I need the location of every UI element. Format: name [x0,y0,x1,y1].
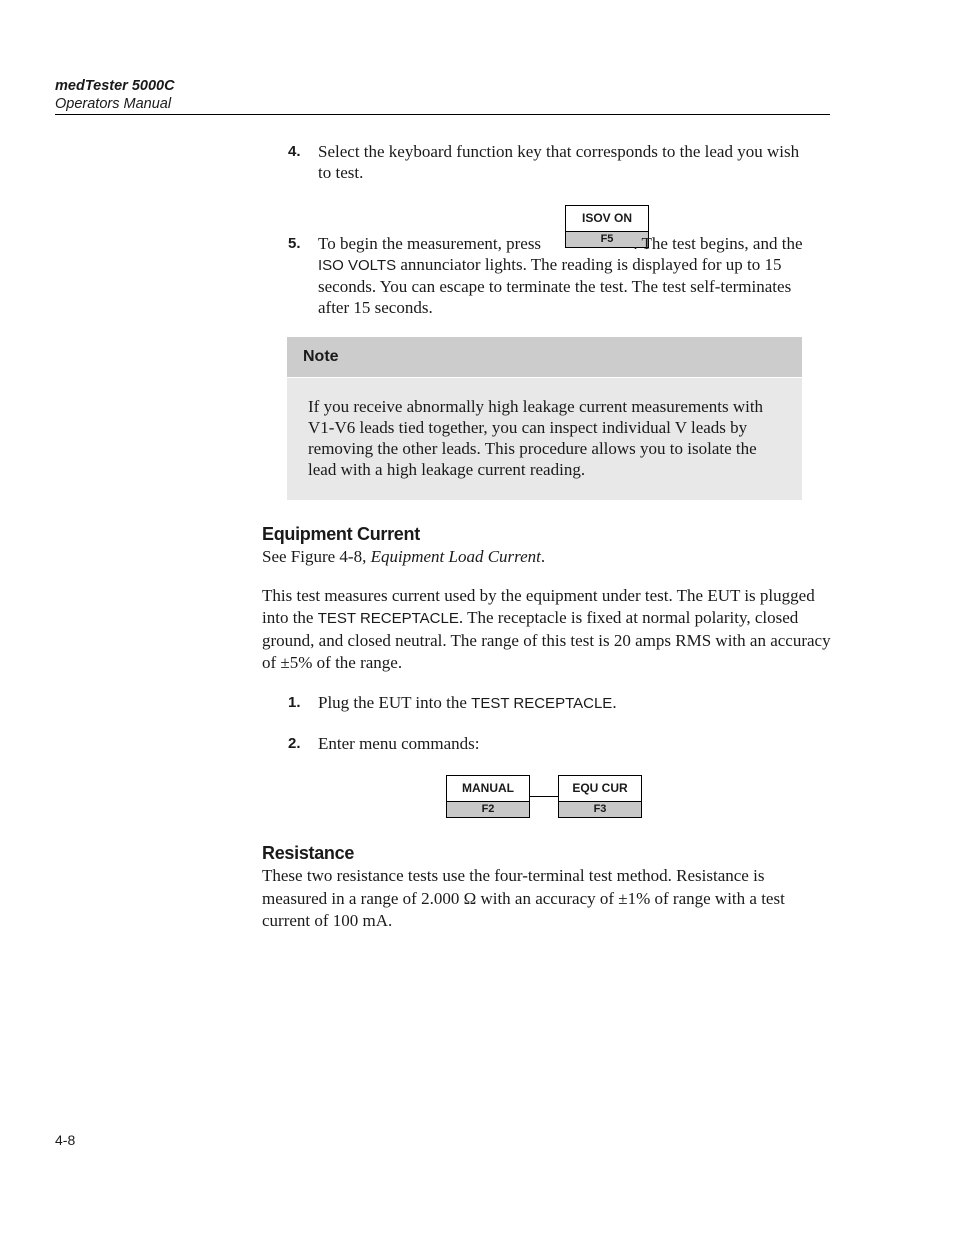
function-key-label: F5 [566,232,648,247]
equ-cur-key [558,775,642,818]
step-2 [288,733,808,755]
step-text: Plug the EUT into the TEST RECEPTACLE. [318,693,617,712]
page-number: 4-8 [55,1132,76,1148]
step-number: 4. [288,143,301,160]
step-number: 1. [288,694,301,711]
step-5 [288,233,808,323]
manual-key [446,775,530,818]
resistance-paragraph: These two resistance tests use the four-terminal test method. Resistance is measured in a range of 2.000 Ω with an accuracy of ±1% of range with a test current of 100 mA. [262,866,785,930]
equipment-current-paragraph: This test measures current used by the equipment under test. The EUT is plugged into the TEST RECEPTACLE. The receptacle is fixed at normal polarity, closed ground, and closed neutral. The range of this test is 20 amps RMS with an accuracy of ±5% of the range. [262,586,831,672]
product-title: medTester 5000C [55,78,175,94]
figure-reference: See Figure 4-8, Equipment Load Current. [262,547,546,566]
step-text: To begin the measurement, press . The test begins, and the ISO VOLTS annunciator lights. The reading is displayed for up to 15 seconds. You can escape to terminate the test. The test self-terminates after 15 seconds. [318,234,803,317]
key-connector-line [530,796,558,797]
key-label: EQU CUR [559,776,641,802]
note-title: Note [287,337,802,377]
note-box [287,337,802,500]
manual-subtitle: Operators Manual [55,96,172,112]
step-4 [288,141,808,185]
section-heading-equipment-current: Equipment Current [262,524,420,544]
note-text: If you receive abnormally high leakage current measurements with V1-V6 leads tied together, you can inspect individual V leads by removing the other leads. This procedure allows you to isolate the lead with a high leakage current reading. [287,378,802,500]
function-key-label: F2 [447,802,529,817]
annunciator-name: ISO VOLTS [318,257,397,274]
step-text: Select the keyboard function key that corresponds to the lead you wish to test. [318,142,800,182]
section-heading-resistance: Resistance [262,843,355,863]
step-1 [288,692,808,714]
running-header [55,77,830,113]
key-label: ISOV ON [566,206,648,232]
step-number: 2. [288,735,301,752]
key-label: MANUAL [447,776,529,802]
function-key-label: F3 [559,802,641,817]
header-divider [55,114,830,115]
step-number: 5. [288,235,301,252]
step-text: Enter menu commands: [318,734,480,753]
